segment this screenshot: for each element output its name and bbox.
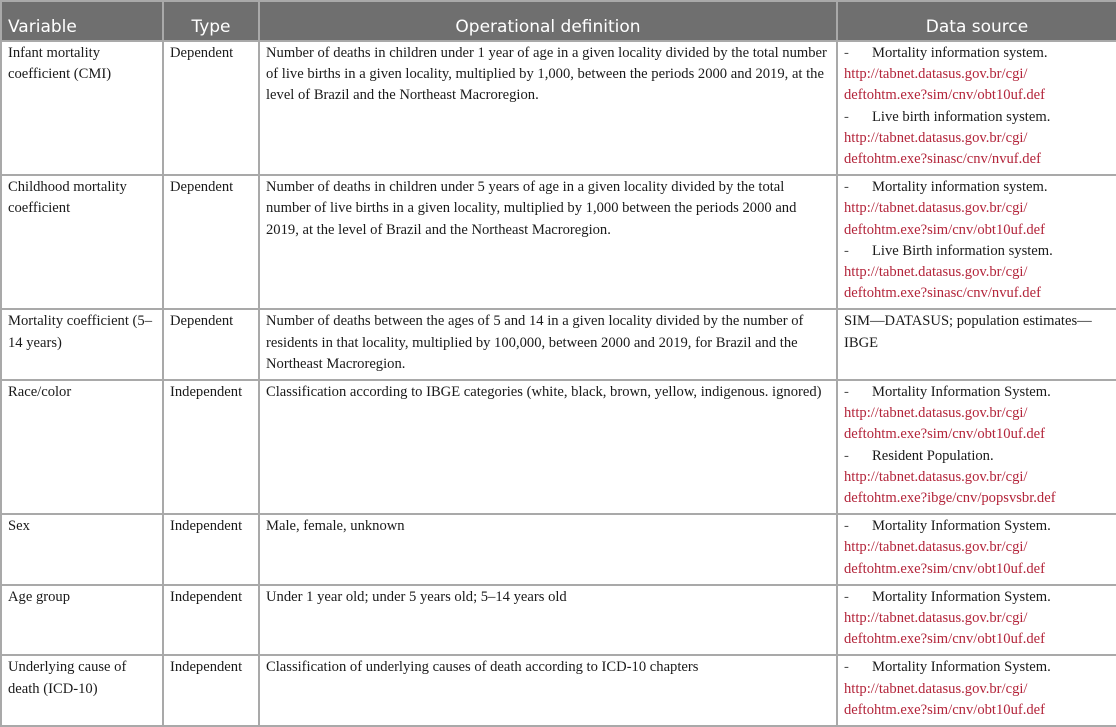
source-text: SIM—DATASUS; population estimates—IBGE — [844, 313, 1092, 351]
source-cell — [837, 175, 1116, 309]
source-label-text: Mortality Information System. — [872, 659, 1051, 676]
bullet-dash: - — [844, 179, 849, 196]
source-link[interactable]: deftohtm.exe?sinasc/cnv/nvuf.def — [844, 285, 1041, 302]
source-link[interactable]: http://tabnet.datasus.gov.br/cgi/ — [844, 468, 1028, 485]
variable-cell: Age group — [1, 585, 163, 656]
header-variable: Variable — [1, 1, 163, 41]
source-label-text: Mortality information system. — [872, 179, 1048, 196]
source-label-text: Mortality Information System. — [872, 518, 1051, 535]
table-row — [1, 175, 1116, 309]
source-link[interactable]: deftohtm.exe?sim/cnv/obt10uf.def — [844, 221, 1046, 238]
source-label — [844, 177, 1110, 198]
variable-cell: Infant mortality coefficient (CMI) — [1, 41, 163, 175]
source-link[interactable]: http://tabnet.datasus.gov.br/cgi/ — [844, 680, 1028, 697]
definition-cell: Under 1 year old; under 5 years old; 5–14 years old — [259, 585, 837, 656]
table-row — [1, 309, 1116, 380]
variable-cell: Mortality coefficient (5–14 years) — [1, 309, 163, 380]
type-cell: Independent — [163, 585, 259, 656]
source-link[interactable]: deftohtm.exe?sim/cnv/obt10uf.def — [844, 631, 1046, 648]
source-label — [844, 516, 1110, 537]
source-link[interactable]: http://tabnet.datasus.gov.br/cgi/ — [844, 264, 1028, 281]
type-cell: Dependent — [163, 175, 259, 309]
definition-cell: Classification of underlying causes of death according to ICD-10 chapters — [259, 655, 837, 726]
source-label-text: Mortality Information System. — [872, 384, 1051, 401]
bullet-dash: - — [844, 108, 849, 125]
source-label — [844, 657, 1110, 678]
variable-cell: Sex — [1, 514, 163, 585]
type-cell: Independent — [163, 655, 259, 726]
header-operational-definition: Operational definition — [259, 1, 837, 41]
source-link[interactable]: deftohtm.exe?sinasc/cnv/nvuf.def — [844, 151, 1041, 168]
source-link[interactable]: deftohtm.exe?ibge/cnv/popsvsbr.def — [844, 490, 1056, 507]
source-link[interactable]: deftohtm.exe?sim/cnv/obt10uf.def — [844, 426, 1046, 443]
source-label-text: Mortality Information System. — [872, 588, 1051, 605]
variable-cell: Underlying cause of death (ICD-10) — [1, 655, 163, 726]
source-label-text: Live Birth information system. — [872, 242, 1053, 259]
source-link[interactable]: deftohtm.exe?sim/cnv/obt10uf.def — [844, 560, 1046, 577]
source-label — [844, 587, 1110, 608]
source-link[interactable]: http://tabnet.datasus.gov.br/cgi/ — [844, 66, 1028, 83]
bullet-dash: - — [844, 45, 849, 61]
type-cell: Independent — [163, 380, 259, 514]
type-cell: Dependent — [163, 41, 259, 175]
table-row — [1, 514, 1116, 585]
variable-cell: Childhood mortality coefficient — [1, 175, 163, 309]
table-row — [1, 41, 1116, 175]
type-cell: Independent — [163, 514, 259, 585]
source-label-text: Resident Population. — [872, 447, 994, 464]
source-label — [844, 241, 1110, 262]
source-cell — [837, 585, 1116, 656]
header-type: Type — [163, 1, 259, 41]
definition-cell: Classification according to IBGE categories (white, black, brown, yellow, indigenous. ignored) — [259, 380, 837, 514]
source-link[interactable]: http://tabnet.datasus.gov.br/cgi/ — [844, 129, 1028, 146]
bullet-dash: - — [844, 384, 849, 401]
source-label-text: Mortality information system. — [872, 45, 1048, 61]
source-link[interactable]: http://tabnet.datasus.gov.br/cgi/ — [844, 405, 1028, 422]
source-cell — [837, 309, 1116, 380]
source-cell — [837, 514, 1116, 585]
definition-cell: Number of deaths in children under 1 year of age in a given locality divided by the total number of live births in a given locality, multiplied by 1,000, between the periods 2000 and 2019, at the level of Brazil and the Northeast Macroregion. — [259, 41, 837, 175]
definition-cell: Number of deaths in children under 5 years of age in a given locality divided by the total number of live births in a given locality, multiplied by 1,000 between the periods 2000 and 2019, at the level of Brazil and the Northeast Macroregion. — [259, 175, 837, 309]
table-header-row — [1, 1, 1116, 41]
table-row — [1, 655, 1116, 726]
source-label — [844, 107, 1110, 128]
bullet-dash: - — [844, 518, 849, 535]
source-link[interactable]: deftohtm.exe?sim/cnv/obt10uf.def — [844, 87, 1046, 104]
source-cell — [837, 380, 1116, 514]
source-cell — [837, 655, 1116, 726]
source-link[interactable]: http://tabnet.datasus.gov.br/cgi/ — [844, 539, 1028, 556]
source-cell — [837, 41, 1116, 175]
table-row — [1, 380, 1116, 514]
source-link[interactable]: deftohtm.exe?sim/cnv/obt10uf.def — [844, 701, 1046, 718]
bullet-dash: - — [844, 242, 849, 259]
source-label — [844, 382, 1110, 403]
bullet-dash: - — [844, 447, 849, 464]
bullet-dash: - — [844, 659, 849, 676]
definition-cell: Number of deaths between the ages of 5 and 14 in a given locality divided by the number of residents in that locality, multiplied by 100,000, between 2000 and 2019, for Brazil and the Northeast Macroregion. — [259, 309, 837, 380]
source-label-text: Live birth information system. — [872, 108, 1051, 125]
source-link[interactable]: http://tabnet.datasus.gov.br/cgi/ — [844, 200, 1028, 217]
table-row — [1, 585, 1116, 656]
type-cell: Dependent — [163, 309, 259, 380]
source-link[interactable]: http://tabnet.datasus.gov.br/cgi/ — [844, 610, 1028, 627]
source-label — [844, 43, 1110, 64]
definition-cell: Male, female, unknown — [259, 514, 837, 585]
bullet-dash: - — [844, 588, 849, 605]
variable-cell: Race/color — [1, 380, 163, 514]
source-label — [844, 446, 1110, 467]
header-data-source: Data source — [837, 1, 1116, 41]
